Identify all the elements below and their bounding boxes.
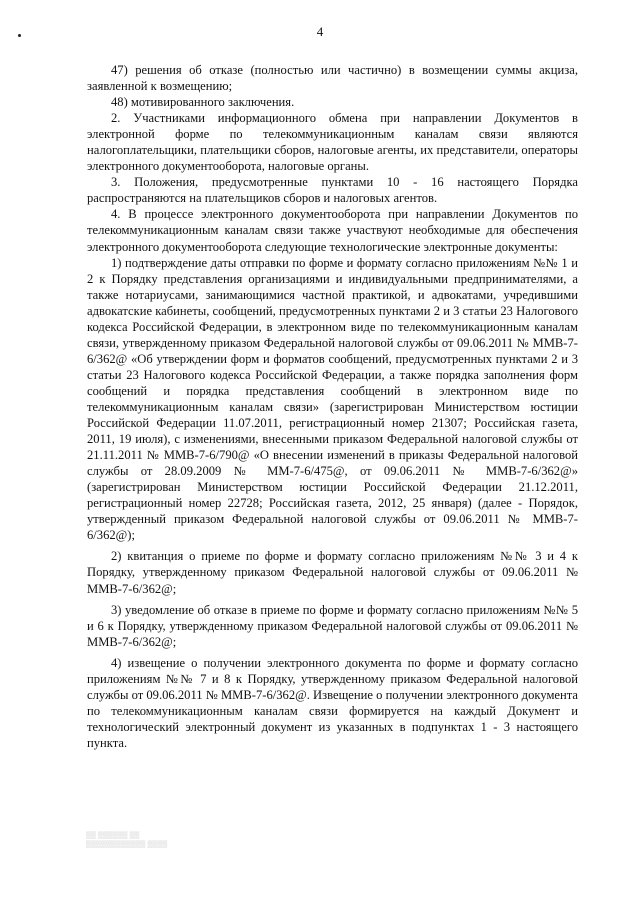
page-number: 4 [316, 24, 324, 39]
paragraph-subpoint-4: 4) извещение о получении электронного документа по форме и формату согласно приложениям №№ 7 и 8 к Порядку, утвержденному приказом Федеральной налоговой службы от 09.06.2011 № ММВ-7-6/362@. Извещение о получении электронного документа по телекоммуникационным каналам связи формируется на каждый Документ и технологический электронный документ из указанных в подпунктах 1 - 3 настоящего пункта. [87, 655, 578, 750]
paragraph-47: 47) решения об отказе (полностью или частично) в возмещении суммы акциза, заявленной к возмещению; [87, 63, 578, 94]
paragraph-point-2: 2. Участниками информационного обмена при направлении Документов в электронной форме по телекоммуникационным каналам связи являются налогоплательщики, плательщики сборов, налоговые агенты, их представители, операторы электронного документооборота, налоговые органы. [87, 111, 578, 174]
paragraph-48: 48) мотивированного заключения. [111, 95, 295, 110]
paragraph-subpoint-1: 1) подтверждение даты отправки по форме и формату согласно приложениям №№ 1 и 2 к Порядку представления организациями и индивидуальными предпринимателями, а также нотариусами, занимающимися частной практикой, и адвокатами, учредившими адвокатские кабинеты, сообщений, предусмотренных пунктами 2 и 3 статьи 23 Налогового кодекса Российской Федерации, в электронном виде по телекоммуникационным каналам связи, утвержденному приказом Федеральной налоговой службы от 09.06.2011 № ММВ-7-6/362@ «Об утверждении форм и форматов сообщений, предусмотренных пунктами 2 и 3 статьи 23 Налогового кодекса Российской Федерации, а также порядка заполнения форм сообщений и порядка представления сообщений в электронном виде по телекоммуникационным каналам связи» (зарегистрирован Министерством юстиции Российской Федерации 11.07.2011, регистрационный номер 21307; Российская газета, 2011, 19 июля), с изменениями, внесенными приказом Федеральной налоговой службы от 21.11.2011 № ММВ-7-6/790@ «О внесении изменений в приказы Федеральной налоговой службы от 28.09.2009 № ММ-7-6/475@, от 09.06.2011 № ММВ-7-6/362@» (зарегистрирован Министерством юстиции Российской Федерации 21.12.2011, регистрационный номер 22728; Российская газета, 2012, 25 января) (далее - Порядок, утвержденный приказом Федеральной налоговой службы от 09.06.2011 № ММВ-7-6/362@); [87, 255, 578, 543]
paragraph-subpoint-2: 2) квитанция о приеме по форме и формату согласно приложениям №№ 3 и 4 к Порядку, утвержденному приказом Федеральной налоговой службы от 09.06.2011 № ММВ-7-6/362@; [87, 549, 578, 596]
paragraph-point-3: 3. Положения, предусмотренные пунктами 10 - 16 настоящего Порядка распространяются на плательщиков сборов и налоговых агентов. [87, 175, 578, 206]
paragraph-subpoint-3: 3) уведомление об отказе в приеме по форме и формату согласно приложениям №№ 5 и 6 к Порядку, утвержденному приказом Федеральной налоговой службы от 09.06.2011 № ММВ-7-6/362@; [87, 602, 578, 649]
paragraph-point-4: 4. В процессе электронного документооборота при направлении Документов по телекоммуникационным каналам связи также участвуют необходимые для обеспечения электронного документооборота следующие технологические электронные документы: [87, 207, 578, 254]
faint-footer-stamp: ▒▒ ▒▒▒▒▒▒ ▒▒ ▒▒▒▒▒▒▒▒▒▒▒▒ ▒▒▒▒ [86, 832, 168, 848]
document-body [87, 62, 578, 751]
